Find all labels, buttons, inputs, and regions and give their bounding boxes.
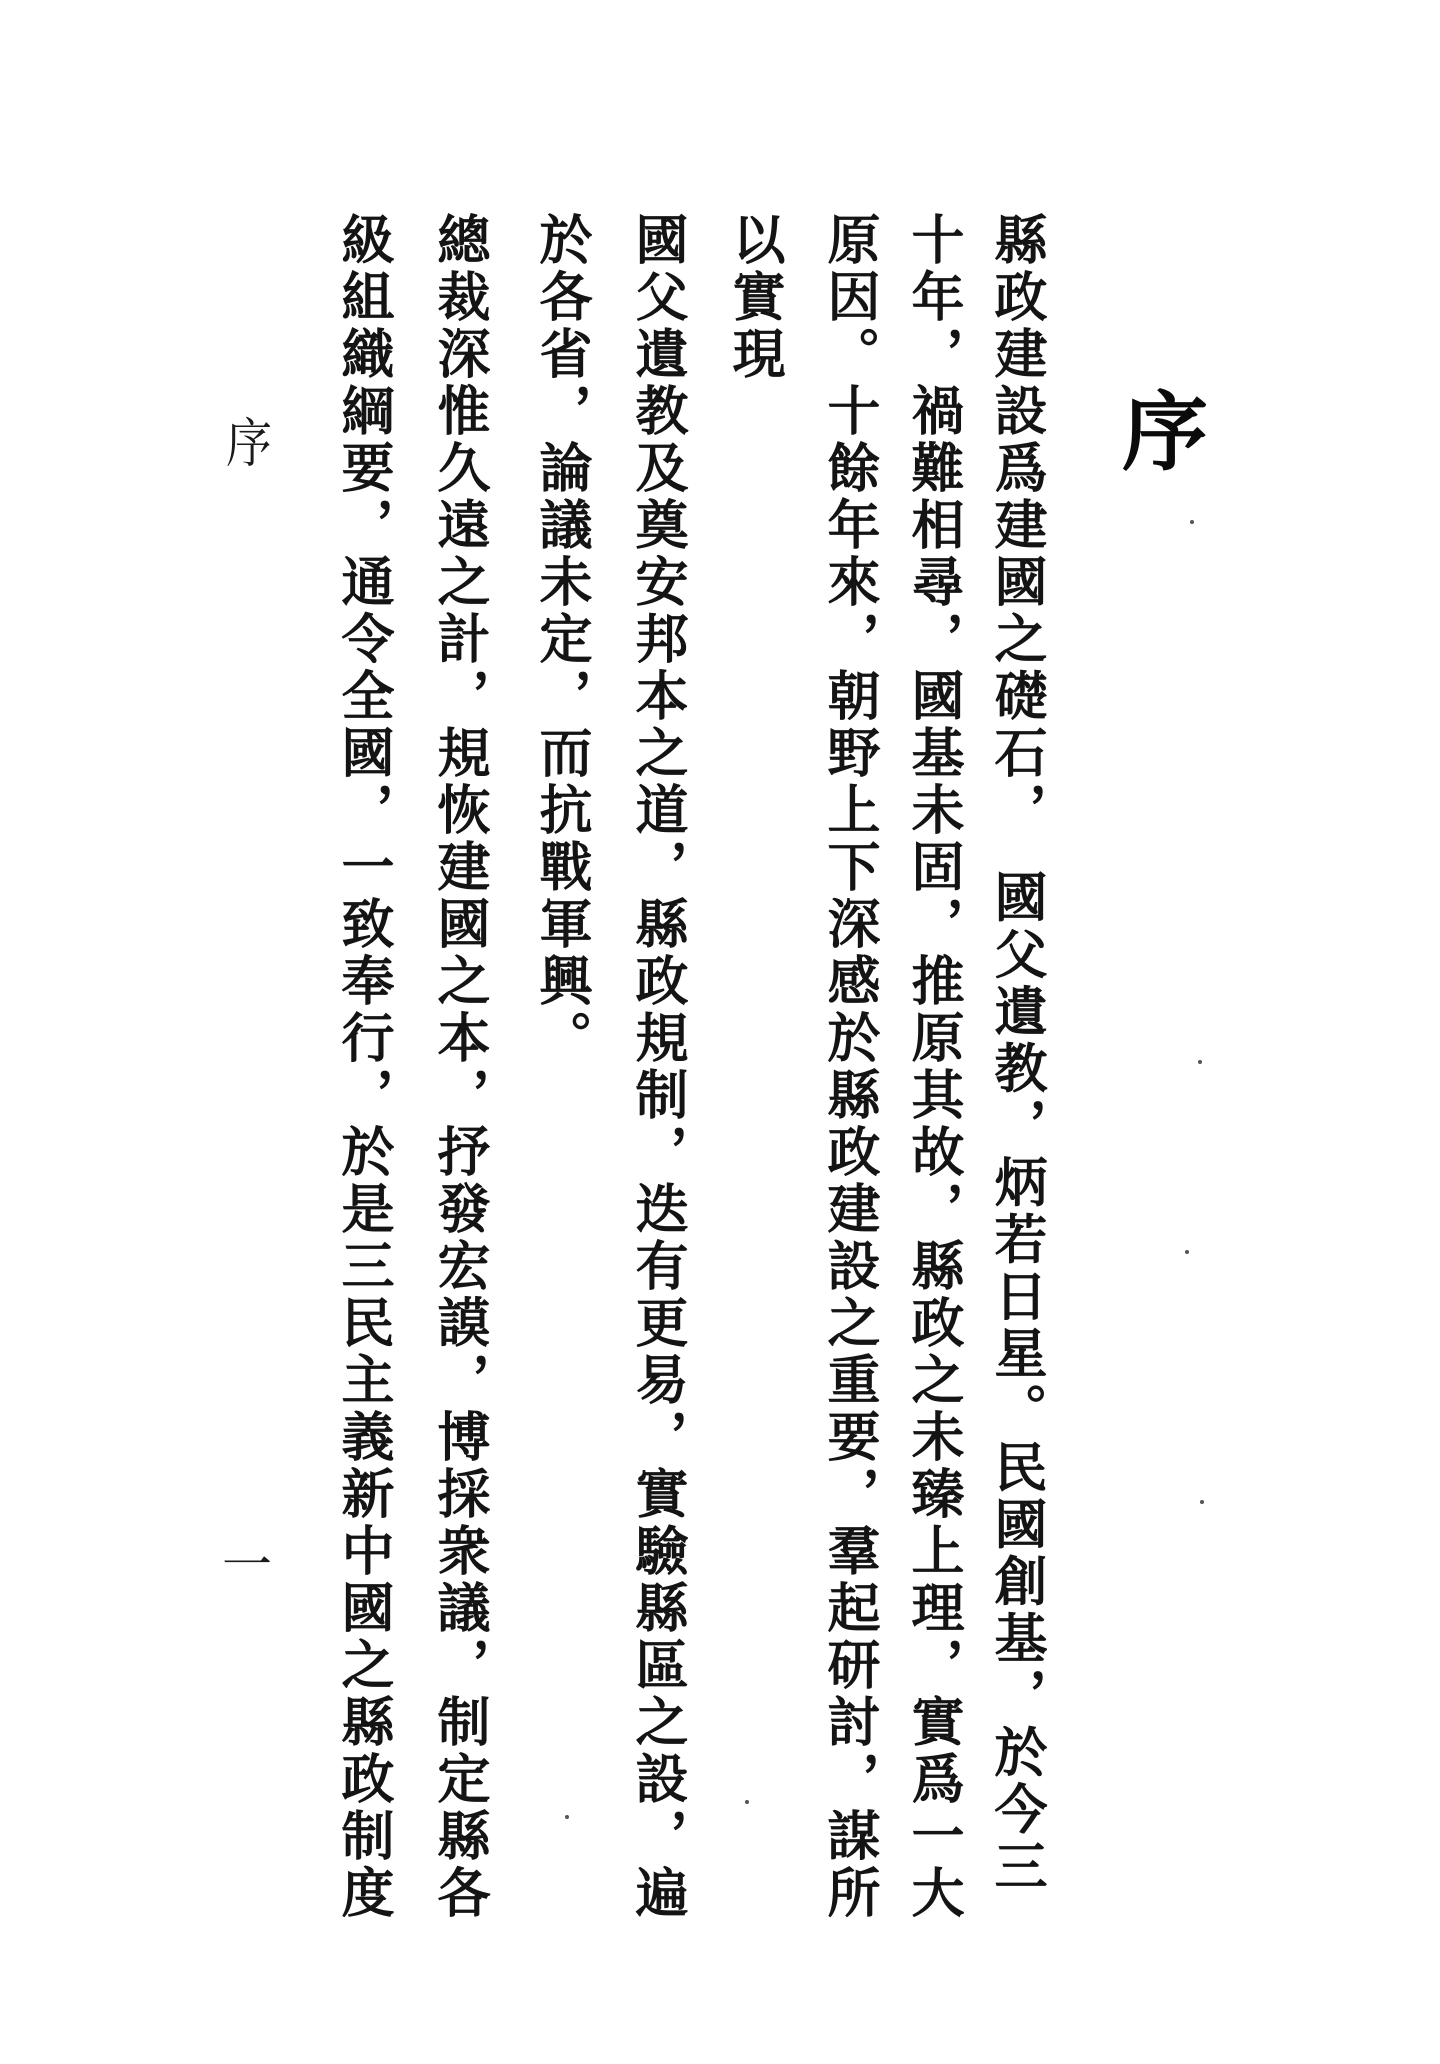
text-column-6: 於各省，論議未定，而抗戰軍興。 [531, 212, 593, 1067]
text-column-3: 原因。十餘年來，朝野上下深感於縣政建設之重要，羣起研討，謀所 [819, 212, 881, 1922]
print-speck [1200, 1500, 1204, 1504]
text-column-8: 級組織綱要，通令全國，一致奉行，於是三民主義新中國之縣政制度 [333, 212, 395, 1922]
text-column-2: 十年，禍難相尋，國基未固，推原其故，縣政之未臻上理，實爲一大 [903, 212, 965, 1922]
print-speck [745, 1800, 749, 1804]
text-column-1: 縣政建設爲建國之礎石， 國父遺教，炳若日星。民國創基，於今三 [986, 212, 1048, 1896]
text-column-4: 以實現 [724, 212, 786, 383]
print-speck [1185, 1250, 1189, 1254]
print-speck [565, 1815, 569, 1819]
print-speck [1198, 1060, 1202, 1064]
print-speck [1190, 520, 1194, 524]
page-number: 一 [222, 1536, 272, 1594]
running-header: 序 [226, 411, 272, 475]
page-title: 序 [1122, 382, 1208, 483]
text-column-7: 總裁深惟久遠之計，規恢建國之本，抒發宏謨，博採衆議，制定縣各 [429, 212, 491, 1922]
text-column-5: 國父遺教及奠安邦本之道，縣政規制，迭有更易，實驗縣區之設，遍 [627, 212, 689, 1922]
